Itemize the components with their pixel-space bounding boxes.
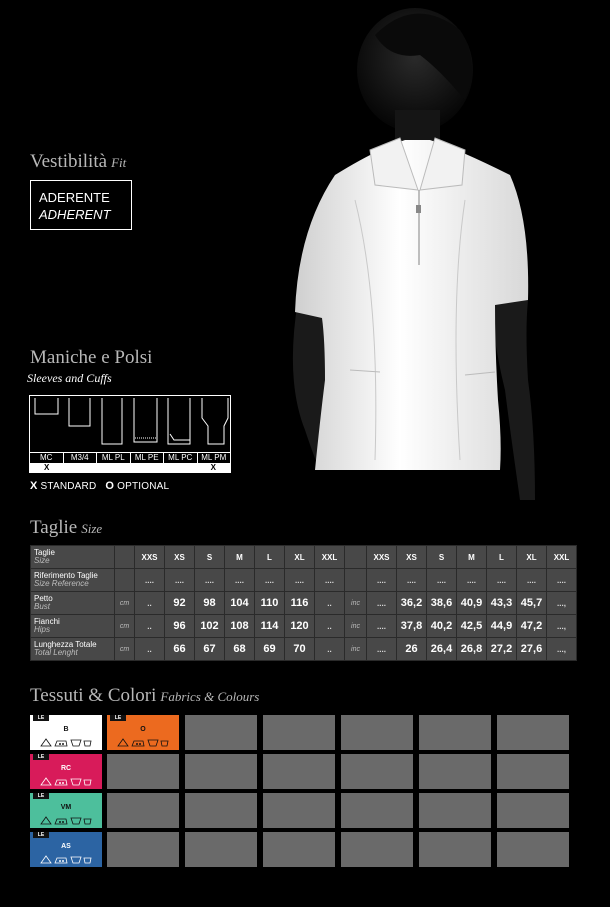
fabric-tag: LE [33,832,49,838]
fabric-code: VM [60,804,72,811]
care-symbols-icon [40,854,92,864]
row-label-en: Size [34,556,50,565]
measure-cell: 92 [165,592,195,615]
measure-cell: 40,2 [427,615,457,638]
size-header: XS [165,546,195,569]
sleeve-type-label: ML PL [97,452,131,463]
measure-cell: 110 [255,592,285,615]
care-symbols-icon [40,815,92,825]
care-symbols-icon [40,776,92,786]
sleeve-type-mark [130,463,163,472]
size-header: M [457,546,487,569]
measure-cell: .... [517,569,547,592]
measure-cell: 26 [397,638,427,661]
unit-cell [345,569,367,592]
measure-cell: 27,6 [517,638,547,661]
measure-cell: .... [547,569,577,592]
measure-cell: .... [285,569,315,592]
unit-cell: inc [345,615,367,638]
empty-swatch [341,715,413,750]
measure-cell: .. [315,638,345,661]
size-table [30,545,577,661]
unit-cell: cm [115,592,135,615]
fabric-swatch [30,754,102,789]
unit-cell: inc [345,638,367,661]
measure-cell: 98 [195,592,225,615]
sleeves-section-title: Maniche e Polsi [30,347,153,368]
empty-swatch [107,793,179,828]
fabric-code: B [63,726,69,733]
row-label [31,546,115,569]
empty-swatch [497,715,569,750]
measure-cell: 47,2 [517,615,547,638]
measure-cell: .. [135,592,165,615]
empty-swatch [419,754,491,789]
sleeve-type-label: MC [30,452,64,463]
empty-swatch [341,754,413,789]
measure-cell: .... [487,569,517,592]
measure-cell: 36,2 [397,592,427,615]
size-header: XXL [315,546,345,569]
fabric-swatch [107,715,179,750]
empty-swatch [185,754,257,789]
measure-cell: 38,6 [427,592,457,615]
empty-swatch [341,832,413,867]
measure-cell: .... [135,569,165,592]
measure-cell: 70 [285,638,315,661]
sleeve-type-label: ML PM [198,452,231,463]
fabrics-section-title: Tessuti & Colori Fabrics & Colours [30,685,260,706]
sleeve-type-label: ML PC [164,452,198,463]
unit-cell [115,569,135,592]
measure-cell: .... [225,569,255,592]
sleeve-type-mark: X [210,463,216,472]
measure-cell: 96 [165,615,195,638]
measure-cell: 116 [285,592,315,615]
empty-swatch [497,793,569,828]
care-symbols-icon [40,737,92,747]
row-label-en: Size Reference [34,579,89,588]
size-header: L [487,546,517,569]
empty-swatch [185,715,257,750]
table-row [31,569,577,592]
sleeve-type-mark [97,463,130,472]
size-header: XXS [135,546,165,569]
unit-cell [345,546,367,569]
size-header: XS [397,546,427,569]
size-header: XL [285,546,315,569]
fabric-swatch [30,793,102,828]
size-header: S [427,546,457,569]
measure-cell: 44,9 [487,615,517,638]
measure-cell: 40,9 [457,592,487,615]
measure-cell: 26,4 [427,638,457,661]
unit-cell: cm [115,615,135,638]
sleeve-type-labels [30,452,230,463]
sleeve-diagrams [30,396,230,452]
empty-swatch [263,754,335,789]
empty-swatch [341,793,413,828]
measure-cell: .... [165,569,195,592]
sleeve-legend: X STANDARD O OPTIONAL [30,480,170,492]
measure-cell: ..., [547,638,577,661]
row-label [31,569,115,592]
fabric-tag: LE [33,715,49,721]
empty-swatch [185,832,257,867]
row-label-it: Lunghezza Totale [34,640,97,649]
sleeve-type-label: ML PE [131,452,165,463]
measure-cell: 42,5 [457,615,487,638]
measure-cell: .... [427,569,457,592]
sleeve-type-mark [163,463,196,472]
empty-swatch [419,715,491,750]
empty-swatch [263,715,335,750]
size-header: S [195,546,225,569]
fabric-tag: LE [110,715,126,721]
measure-cell: 37,8 [397,615,427,638]
measure-cell: .... [457,569,487,592]
measure-cell: 43,3 [487,592,517,615]
row-label-it: Petto [34,594,53,603]
measure-cell: .... [315,569,345,592]
measure-cell: .... [397,569,427,592]
sleeves-section-subtitle: Sleeves and Cuffs [27,371,112,385]
row-label-en: Hips [34,625,51,634]
garment-illustration [280,0,610,520]
row-label-it: Riferimento Taglie [34,571,98,580]
unit-cell [115,546,135,569]
measure-cell: 108 [225,615,255,638]
row-label-it: Fianchi [34,617,60,626]
care-symbols-icon [117,737,169,747]
table-header-row [31,546,577,569]
fit-value-box [30,180,132,230]
empty-swatch [497,832,569,867]
empty-swatch [419,793,491,828]
unit-cell: inc [345,592,367,615]
fit-section-title: Vestibilità Fit [30,151,127,172]
fabric-code: RC [60,765,72,772]
sleeve-type-mark: X [43,463,50,472]
fabric-tag: LE [33,793,49,799]
measure-cell: .... [255,569,285,592]
fit-value-it: ADERENTE [39,190,110,205]
measure-cell: .. [315,615,345,638]
measure-cell: 104 [225,592,255,615]
measure-cell: 26,8 [457,638,487,661]
row-label-en: Total Lenght [34,648,78,657]
measure-cell: 69 [255,638,285,661]
size-header: M [225,546,255,569]
measure-cell: 45,7 [517,592,547,615]
table-row [31,592,577,615]
row-label [31,592,115,615]
sleeve-type-label: M3/4 [64,452,98,463]
measure-cell: 68 [225,638,255,661]
row-label [31,615,115,638]
measure-cell: .. [135,615,165,638]
fabric-code: O [140,726,146,733]
unit-cell: cm [115,638,135,661]
measure-cell: .... [367,615,397,638]
measure-cell: 27,2 [487,638,517,661]
fabric-swatch [30,715,102,750]
sleeve-types-chart [29,395,231,473]
size-header: L [255,546,285,569]
sleeve-type-marks [30,463,230,472]
table-row [31,615,577,638]
measure-cell: ..., [547,615,577,638]
measure-cell: .. [135,638,165,661]
empty-swatch [497,754,569,789]
sleeve-type-mark [63,463,96,472]
table-row [31,638,577,661]
measure-cell: 120 [285,615,315,638]
fit-value-en: ADHERENT [39,207,111,222]
measure-cell: 67 [195,638,225,661]
empty-swatch [107,754,179,789]
empty-swatch [263,793,335,828]
sizes-section-title: Taglie Size [30,517,103,538]
fabric-swatch [30,832,102,867]
measure-cell: 114 [255,615,285,638]
measure-cell: .... [367,592,397,615]
fabric-tag: LE [33,754,49,760]
empty-swatch [419,832,491,867]
size-header: XXS [367,546,397,569]
row-label-en: Bust [34,602,51,611]
empty-swatch [263,832,335,867]
measure-cell: ..., [547,592,577,615]
row-label-it: Taglie [34,548,55,557]
fabric-swatch-grid [30,715,570,867]
measure-cell: .. [315,592,345,615]
measure-cell: 102 [195,615,225,638]
fabric-code: AS [61,843,71,850]
measure-cell: 66 [165,638,195,661]
empty-swatch [107,832,179,867]
measure-cell: .... [195,569,225,592]
empty-swatch [185,793,257,828]
measure-cell: .... [367,638,397,661]
size-header: XL [517,546,547,569]
row-label [31,638,115,661]
size-header: XXL [547,546,577,569]
measure-cell: .... [367,569,397,592]
